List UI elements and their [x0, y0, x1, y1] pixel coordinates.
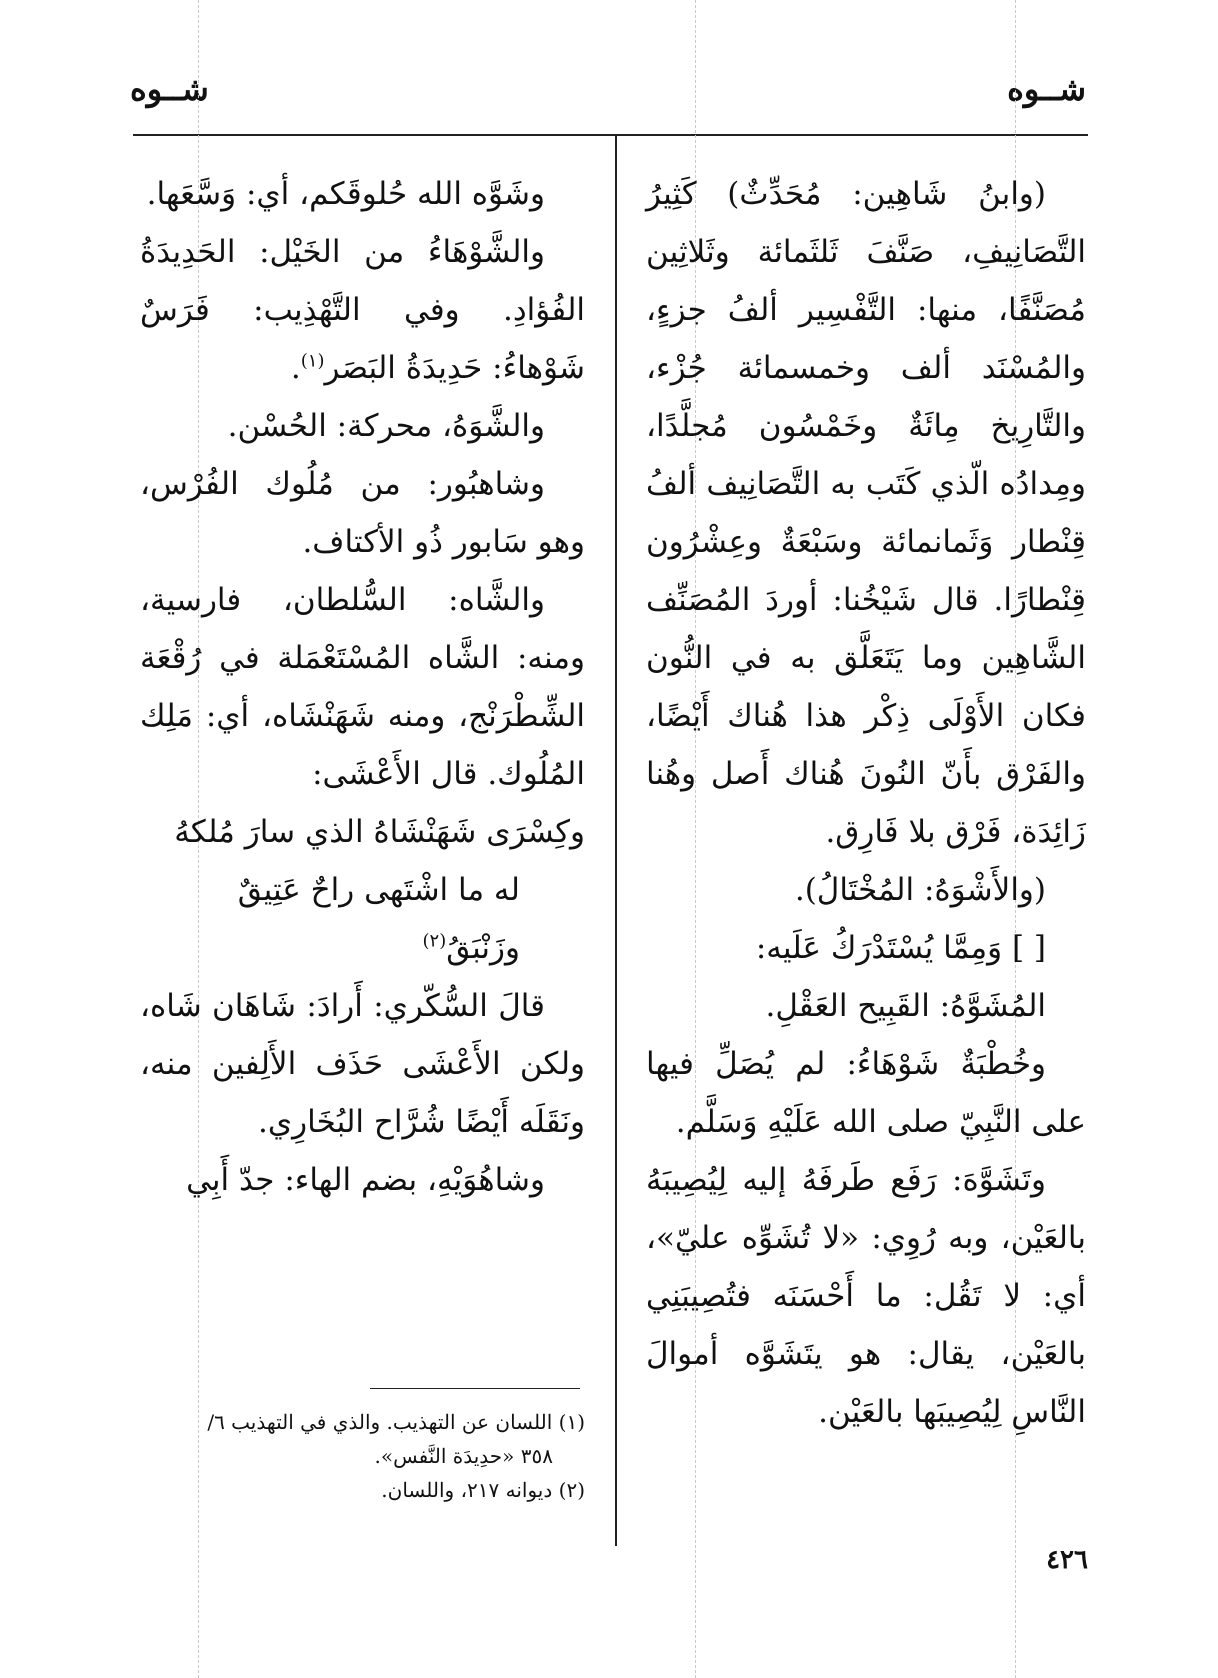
footnote-continuation: ٣٥٨ «حدِيدَة النَّفس». — [374, 1444, 553, 1468]
entry-paragraph: وشاهُوَيْهِ، بضم الهاء: جدّ أَبِي — [186, 1162, 545, 1198]
entry-paragraph: (والأَشْوَهُ: المُخْتَالُ). — [794, 872, 1046, 908]
entry-paragraph: (وابنُ شَاهِين: مُحَدِّثٌ) كَثِيرُ التَّصَانِيفِ، صَنَّفَ ثَلثَمائة وثَلاثِين مُصَنَّفًا، منها: التَّفْسِير ألفُ جزءٍ، والمُسْنَد ألف وخمسمائة جُزْء، والتَّارِيخ مِائَةٌ وخَمْسُون مُجلَّدًا، ومِدادُه الّذي كَتَب به التَّصَانِيف ألفُ قِنْطار وَثَمانمائة وسَبْعَةٌ وعِشْرُون قِنْطارًا. قال شَيْخُنا: أوردَ المُصَنِّف الشَّاهِين وما يَتَعَلَّق به في النُّون فكان الأَوْلَى ذِكْر هذا هُناك أَيْضًا، والفَرْق بأَنّ النُونَ هُناك أَصل وهُنا زَائِدَة، فَرْق بلا فَارِق. — [646, 176, 1086, 850]
entry-paragraph — [140, 223, 585, 397]
entry-paragraph: وتَشَوَّهَ: رَفَع طَرفَهُ إليه لِيُصِيبَهُ بالعَيْن، وبه رُوِي: «لا تُشَوِّه عليّ»، أي: لا تَقُل: ما أَحْسَنَه فتُصِيبَنِي بالعَيْن، يقال: هو يتَشَوَّه أموالَ النَّاسِ لِيُصِيبَها بالعَيْن. — [646, 1162, 1086, 1430]
entry-paragraph: وشَوَّه الله حُلوقَكم، أي: وَسَّعَها. — [146, 176, 545, 212]
page-number: ٤٢٦ — [1046, 1545, 1088, 1575]
entry-paragraph: وخُطْبَةٌ شَوْهَاءُ: لم يُصَلِّ فيها على النَّبِيّ صلى الله عَلَيْهِ وَسَلَّم. — [646, 1046, 1086, 1140]
column-divider — [615, 136, 617, 1546]
left-column — [140, 165, 585, 1209]
entry-paragraph: والشَّوَهُ، محركة: الحُسْن. — [227, 408, 545, 444]
entry-paragraph: [ ] وَمِمَّا يُسْتَدْرَكُ عَلَيه: — [755, 930, 1046, 966]
entry-text: والشَّوْهَاءُ من الخَيْل: الحَدِيدَةُ الفُؤادِ. وفي التَّهْذِيب: فَرَسٌ شَوْهاءُ: حَدِيدَةُ البَصَر — [140, 234, 585, 386]
entry-text: . — [290, 350, 301, 386]
entry-paragraph: وشاهبُور: من مُلُوك الفُرْس، وهو سَابور ذُو الأكتاف. — [140, 466, 585, 560]
footnote-rule — [370, 1388, 580, 1389]
footnote-ref: (٢) — [422, 930, 447, 952]
poem-text: له ما اشْتَهى راحٌ عَتِيقٌ وزَنْبَقُ — [237, 872, 520, 966]
right-column — [646, 165, 1086, 1441]
entry-paragraph: المُشَوَّهُ: القَبِيح العَقْلِ. — [765, 988, 1046, 1024]
poem-verse: وكِسْرَى شَهَنْشَاهُ الذي سارَ مُلكهُ — [174, 814, 585, 850]
footnotes — [140, 1405, 585, 1507]
running-header-right: شــوه — [1007, 70, 1086, 108]
poem-verse — [140, 861, 585, 977]
header-rule — [133, 134, 1088, 136]
footnote-ref: (١) — [300, 350, 325, 372]
entry-paragraph: والشَّاه: السُّلطان، فارسية، ومنه: الشَّاه المُسْتَعْمَلة في رُقْعَة الشِّطْرَنْج، ومنه شَهَنْشَاه، أي: مَلِك المُلُوك. قال الأَعْشَى: — [140, 582, 585, 792]
entry-paragraph: قالَ السُّكّري: أَرادَ: شَاهَان شَاه، ولكن الأَعْشَى حَذَف الأَلِفين منه، ونَقَلَه أَيْضًا شُرَّاح البُخَارِي. — [140, 988, 585, 1140]
running-header-left: شــوه — [130, 70, 209, 108]
footnote: (١) اللسان عن التهذيب. والذي في التهذيب ٦/ — [207, 1410, 585, 1434]
footnote: (٢) ديوانه ٢١٧، واللسان. — [381, 1478, 585, 1502]
